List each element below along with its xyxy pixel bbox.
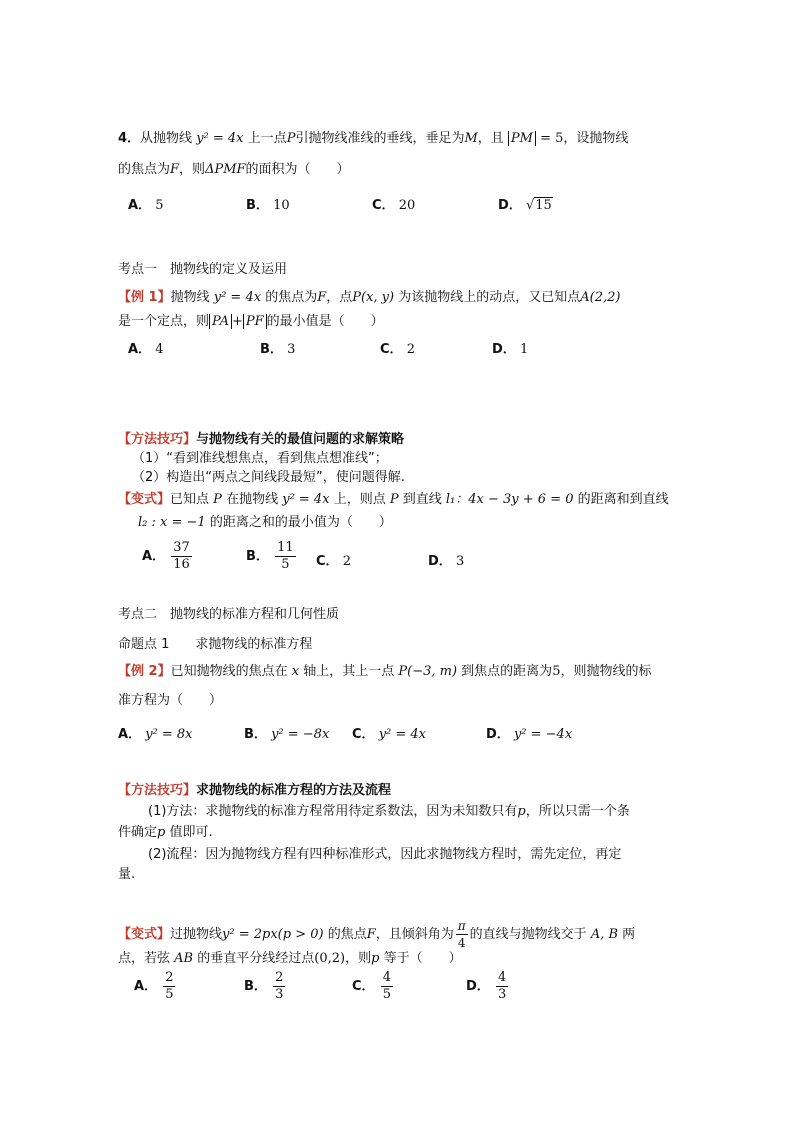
q4-value: = 5 <box>540 131 564 146</box>
fraction <box>273 970 285 1003</box>
option-label: C． <box>352 727 375 742</box>
option-label: D． <box>492 342 516 357</box>
ex2-text: 轴上，其上一点 <box>303 664 395 679</box>
denominator: 16 <box>173 557 190 572</box>
var-text: ，且倾斜角为 <box>375 927 454 942</box>
method2-item2a: (2)流程：因为抛物线方程有四种标准形式，因此求抛物线方程时，需先定位，再定 <box>148 847 622 862</box>
option-label: C． <box>380 342 403 357</box>
q4-foot: M <box>464 131 478 146</box>
numerator: 2 <box>275 970 284 985</box>
q4-text: 从抛物线 <box>140 131 193 146</box>
ex2-option-d[interactable] <box>486 723 572 742</box>
ex2-option-b[interactable] <box>244 723 329 742</box>
ex2-axis: x <box>291 664 300 679</box>
ex1-option-d[interactable] <box>492 338 528 357</box>
q4-option-a[interactable] <box>128 194 163 213</box>
method-text: (1)方法：求抛物线的标准方程常用待定系数法，因为未知数只有 <box>148 804 518 819</box>
angle-fraction <box>456 918 468 951</box>
ex1-text: 的焦点为 <box>265 290 318 305</box>
ex1-equation: y² = 4x <box>213 290 262 305</box>
numerator: 2 <box>165 970 174 985</box>
method-tag: 【方法技巧】 <box>118 783 197 798</box>
option-value: 10 <box>273 198 290 213</box>
option-label: D． <box>466 979 490 994</box>
method1-item1: （1）“看到准线想焦点，看到焦点想准线”； <box>132 451 388 466</box>
option-value: y² = −4x <box>513 727 573 742</box>
var-text: 的直线与抛物线交于 <box>469 927 587 942</box>
q4-line1 <box>118 130 628 148</box>
var1-line2 <box>138 514 392 532</box>
method1-item2: （2）构造出“两点之间线段最短”，使问题得解. <box>132 470 405 485</box>
q4-text: 的焦点为 <box>118 162 171 177</box>
ex1-option-a[interactable] <box>128 338 163 357</box>
ex1-text: 的最小值是（ ） <box>266 314 384 329</box>
var-text: 到直线 <box>402 492 442 507</box>
option-value: y² = 8x <box>145 727 193 742</box>
section-title-1: 考点一 抛物线的定义及运用 <box>118 262 288 277</box>
q4-triangle: ΔPMF <box>205 162 246 177</box>
var1-option-a[interactable] <box>142 540 194 573</box>
ex1-abs-pa: PA <box>209 314 232 329</box>
ex1-option-c[interactable] <box>380 338 415 357</box>
var-equation: y² = 4x <box>282 492 330 507</box>
q4-point: P <box>286 131 296 146</box>
option-label: C． <box>316 554 339 569</box>
var2-line1 <box>118 918 635 951</box>
method-title: 与抛物线有关的最值问题的求解策略 <box>196 432 405 447</box>
ex1-point-a: A(2,2) <box>580 290 621 305</box>
var-text: 的焦点 <box>327 927 367 942</box>
denominator: 5 <box>382 987 391 1002</box>
ex1-option-b[interactable] <box>260 338 295 357</box>
ex1-text: 是一个定点，则 <box>118 314 210 329</box>
q4-text: 的面积为（ ） <box>245 162 350 177</box>
option-label: B． <box>260 342 283 357</box>
option-value: 3 <box>287 342 296 357</box>
method-tag: 【方法技巧】 <box>118 432 197 447</box>
option-value: 3 <box>455 554 465 569</box>
ex2-line1 <box>118 663 651 681</box>
q4-option-b[interactable] <box>246 194 290 213</box>
option-label: D． <box>428 554 452 569</box>
method-var-p: p <box>157 825 166 840</box>
denominator: 3 <box>275 987 284 1002</box>
var-text: 在抛物线 <box>226 492 279 507</box>
method-var-p: p <box>517 804 526 819</box>
method2-heading <box>118 782 391 800</box>
option-label: A． <box>128 198 152 213</box>
var-line-l1-eq: ：4x − 3y + 6 = 0 <box>455 492 574 507</box>
var-text: 的距离之和的最小值为（ ） <box>209 515 392 530</box>
sqrt-sign: √ <box>525 198 535 213</box>
q4-text: 上一点 <box>247 131 287 146</box>
var-focus: F <box>366 927 376 942</box>
ex1-line2 <box>118 313 384 331</box>
option-label: D． <box>498 198 522 213</box>
section-title-2: 考点二 抛物线的标准方程和几何性质 <box>118 607 340 622</box>
var-text: 的垂直平分线经过点 <box>197 951 315 966</box>
numerator: 4 <box>382 970 391 985</box>
var-p: p <box>371 951 380 966</box>
method-text: ，所以只需一个条 <box>525 804 630 819</box>
option-label: A． <box>134 979 158 994</box>
method2-item1b <box>118 824 213 842</box>
var-chord: AB <box>174 951 194 966</box>
var-point: P <box>389 492 399 507</box>
option-label: B． <box>244 727 267 742</box>
numerator: 4 <box>497 970 507 985</box>
ex1-line1 <box>118 289 620 307</box>
q4-abs: PM <box>508 131 536 146</box>
option-label: B． <box>244 979 267 994</box>
option-label: A． <box>118 727 142 742</box>
fraction <box>171 540 192 573</box>
q4-focus: F <box>170 162 180 177</box>
var1-option-d[interactable] <box>428 550 464 569</box>
numerator: 11 <box>277 540 294 555</box>
var-text: 已知点 <box>170 492 210 507</box>
ex1-text: 为该抛物线上的动点，又已知点 <box>398 290 581 305</box>
denominator: 4 <box>457 936 466 950</box>
option-label: A． <box>142 549 166 564</box>
option-value: 20 <box>398 198 416 213</box>
var-line-l1: l₁ <box>445 492 456 507</box>
var-text: 两 <box>622 927 636 942</box>
ex1-plus: + <box>231 314 243 329</box>
q4-option-d[interactable] <box>498 194 553 213</box>
ex1-text: ，点 <box>326 290 353 305</box>
ex1-text: 抛物线 <box>170 290 210 305</box>
numerator: 37 <box>173 540 190 555</box>
q4-option-c[interactable] <box>372 194 415 213</box>
var-text: 过抛物线 <box>170 927 223 942</box>
ex1-abs-pf: PF <box>243 314 267 329</box>
var2-line2 <box>118 950 462 968</box>
method2-item1a <box>148 803 630 821</box>
var2-option-a[interactable] <box>134 970 177 1003</box>
option-value: 15 <box>535 198 552 213</box>
method-text: 件确定 <box>118 825 158 840</box>
fraction <box>381 970 393 1003</box>
var-text: 点，若弦 <box>118 951 171 966</box>
fraction <box>496 970 508 1003</box>
method-text: 值即可. <box>169 825 213 840</box>
option-value: 4 <box>155 342 164 357</box>
var-tag: 【变式】 <box>118 927 171 942</box>
ex1-tag: 【例 1】 <box>118 290 171 305</box>
option-label: C． <box>372 198 395 213</box>
option-label: C． <box>352 979 375 994</box>
option-label: B． <box>246 198 269 213</box>
var-tag: 【变式】 <box>118 492 171 507</box>
q4-number: 4． <box>118 131 141 146</box>
denominator: 3 <box>497 987 507 1002</box>
var-point: P <box>213 492 222 507</box>
method2-item2b: 量. <box>118 867 136 882</box>
ex2-distance: 5 <box>552 664 561 679</box>
ex2-text: 已知抛物线的焦点在 <box>170 664 288 679</box>
ex2-text: ，则抛物线的标 <box>560 664 652 679</box>
var1-option-b[interactable] <box>246 540 298 573</box>
numerator: π <box>457 919 466 933</box>
subsection-title: 命题点 1 求抛物线的标准方程 <box>118 637 313 652</box>
option-value: 5 <box>155 198 164 213</box>
denominator: 5 <box>165 987 174 1002</box>
option-label: B． <box>246 549 269 564</box>
q4-line2 <box>118 161 350 179</box>
var-text: 等于（ ） <box>383 951 462 966</box>
option-value: 2 <box>406 342 415 357</box>
q4-text: ，则 <box>179 162 206 177</box>
q4-text: ，且 <box>477 131 504 146</box>
ex1-point-p: P(x, y) <box>352 290 395 305</box>
var1-option-c[interactable] <box>316 550 351 569</box>
var2-option-c[interactable] <box>352 970 395 1003</box>
var2-option-d[interactable] <box>466 970 510 1003</box>
q4-text: 引抛物线准线的垂线，垂足为 <box>295 131 465 146</box>
option-label: A． <box>128 342 152 357</box>
denominator: 5 <box>281 557 290 572</box>
var2-option-b[interactable] <box>244 970 287 1003</box>
var-text: 上，则点 <box>333 492 386 507</box>
var-text: ，则 <box>345 951 372 966</box>
option-value: y² = −8x <box>271 727 330 742</box>
option-value: y² = 4x <box>378 727 427 742</box>
fraction <box>275 540 296 573</box>
var-point: (0,2) <box>314 951 346 966</box>
option-label: D． <box>486 727 510 742</box>
method-title: 求抛物线的标准方程的方法及流程 <box>196 783 392 798</box>
ex2-text: 到焦点的距离为 <box>461 664 553 679</box>
ex1-focus: F <box>317 290 327 305</box>
var-line-l2: l₂ : x = −1 <box>138 515 206 530</box>
ex2-line2: 准方程为（ ） <box>118 693 223 708</box>
var-text: 的距离和到直线 <box>577 492 669 507</box>
option-value: 1 <box>519 342 529 357</box>
ex2-option-c[interactable] <box>352 723 426 742</box>
var-points: A, B <box>590 927 619 942</box>
ex2-tag: 【例 2】 <box>118 664 171 679</box>
method1-heading <box>118 431 404 449</box>
option-value: 2 <box>342 554 351 569</box>
q4-text: ，设抛物线 <box>563 131 629 146</box>
var1-line1 <box>118 491 669 509</box>
fraction <box>163 970 175 1003</box>
q4-equation: y² = 4x <box>196 131 244 146</box>
ex2-option-a[interactable] <box>118 723 193 742</box>
var-equation: y² = 2px(p > 0) <box>222 927 324 942</box>
ex2-point: P(−3, m) <box>398 664 458 679</box>
